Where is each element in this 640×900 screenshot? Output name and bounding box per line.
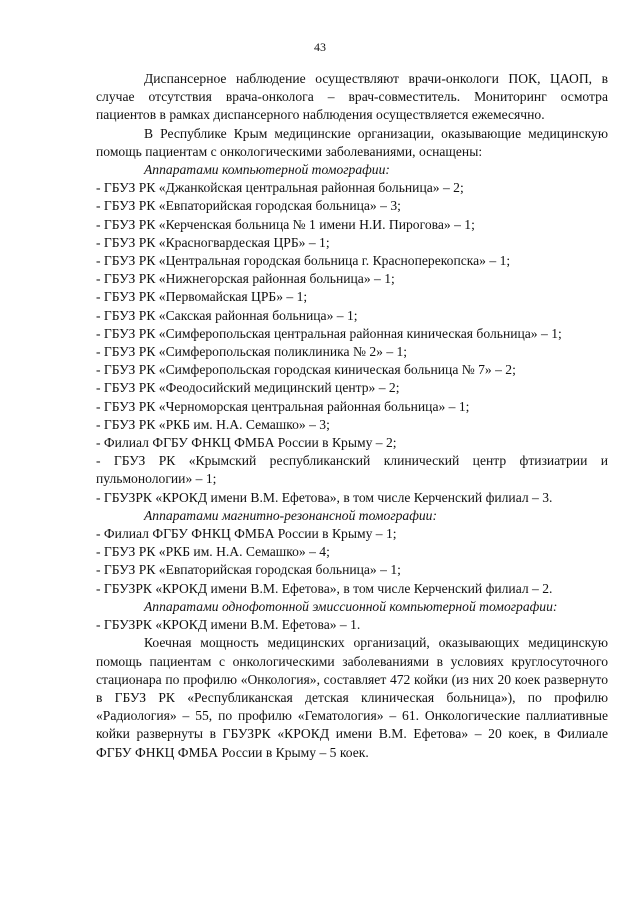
heading-ct: Аппаратами компьютерной томографии:: [144, 162, 390, 178]
paragraph-equipment-intro: В Республике Крым медицинские организации, оказывающие медицинскую помощь пациентам с онкологическими заболеваниями, оснащены:: [96, 125, 608, 159]
list-item-mri: - Филиал ФГБУ ФНКЦ ФМБА России в Крыму – 1;: [96, 526, 397, 542]
list-item-ct: - ГБУЗ РК «Керченская больница № 1 имени Н.И. Пирогова» – 1;: [96, 216, 475, 232]
document-body: [96, 70, 608, 762]
list-item-ct: - ГБУЗ РК «Первомайская ЦРБ» – 1;: [96, 289, 308, 305]
list-item-ct: - ГБУЗ РК «Красногвардеская ЦРБ» – 1;: [96, 234, 330, 250]
heading-mri: Аппаратами магнитно-резонансной томографии:: [144, 507, 438, 523]
list-item-ct: - ГБУЗ РК «Евпаторийская городская больница» – 3;: [96, 198, 401, 214]
list-item-ct: - ГБУЗ РК «Крымский республиканский клинический центр фтизиатрии и пульмонологии» – 1;: [96, 453, 608, 487]
list-item-ct: - ГБУЗ РК «Центральная городская больница г. Красноперекопска» – 1;: [96, 253, 511, 269]
list-item-ct: - ГБУЗ РК «Симферопольская городская киническая больница № 7» – 2;: [96, 362, 516, 378]
paragraph-bed-capacity: Коечная мощность медицинских организаций, оказывающих медицинскую помощь пациентам с онкологическими заболеваниями в условиях круглосуточного стационара по профилю «Онкология», составляет 472 койки (из них 20 коек развернуто в ГБУЗ РК «Республиканская детская клиническая больница»), по профилю «Радиология» – 55, по профилю «Гематология» – 61. Онкологические паллиативные койки развернуты в ГБУЗРК «КРОКД имени В.М. Ефетова» – 20 коек, в Филиале ФГБУ ФНКЦ ФМБА России в Крыму – 5 коек.: [96, 635, 608, 760]
list-item-ct: - ГБУЗ РК «Джанкойская центральная районная больница» – 2;: [96, 180, 464, 196]
list-item-mri: - ГБУЗ РК «Евпаторийская городская больница» – 1;: [96, 562, 401, 578]
list-item-spect: - ГБУЗРК «КРОКД имени В.М. Ефетова» – 1.: [96, 617, 361, 633]
list-item-ct: - ГБУЗ РК «РКБ им. Н.А. Семашко» – 3;: [96, 416, 330, 432]
list-item-ct: - ГБУЗ РК «Феодосийский медицинский центр» – 2;: [96, 380, 400, 396]
list-item-ct: - ГБУЗ РК «Симферопольская поликлиника № 2» – 1;: [96, 344, 408, 360]
list-item-ct: - ГБУЗРК «КРОКД имени В.М. Ефетова», в том числе Керченский филиал – 3.: [96, 489, 553, 505]
paragraph-dispensary: Диспансерное наблюдение осуществляют врачи-онкологи ПОК, ЦАОП, в случае отсутствия врача-онколога – врач-совместитель. Мониторинг осмотра пациентов в рамках диспансерного наблюдения осуществляется ежемесячно.: [96, 71, 608, 123]
list-item-ct: - ГБУЗ РК «Симферопольская центральная районная киническая больница» – 1;: [96, 325, 562, 341]
list-item-ct: - Филиал ФГБУ ФНКЦ ФМБА России в Крыму – 2;: [96, 435, 397, 451]
page-number: 43: [314, 40, 326, 54]
list-item-ct: - ГБУЗ РК «Черноморская центральная районная больница» – 1;: [96, 398, 470, 414]
list-item-mri: - ГБУЗ РК «РКБ им. Н.А. Семашко» – 4;: [96, 544, 330, 560]
list-item-mri: - ГБУЗРК «КРОКД имени В.М. Ефетова», в том числе Керченский филиал – 2.: [96, 580, 553, 596]
list-item-ct: - ГБУЗ РК «Нижнегорская районная больница» – 1;: [96, 271, 395, 287]
heading-spect: Аппаратами однофотонной эмиссионной компьютерной томографии:: [144, 598, 558, 614]
list-item-ct: - ГБУЗ РК «Сакская районная больница» – 1;: [96, 307, 358, 323]
